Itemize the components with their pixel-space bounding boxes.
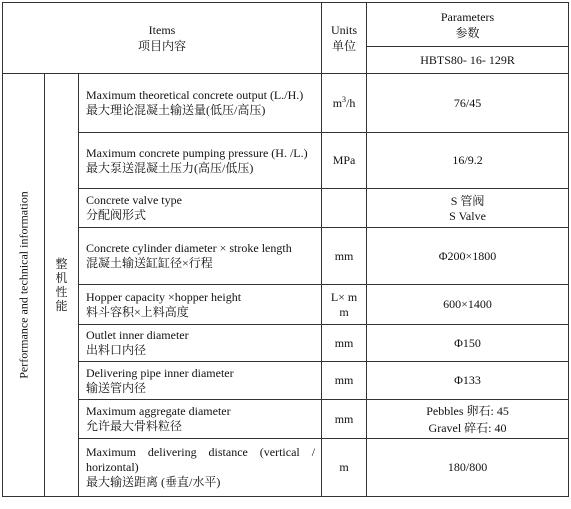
header-params-en: Parameters bbox=[440, 9, 495, 24]
item-cn: 分配阀形式 bbox=[86, 208, 147, 222]
header-params-cell bbox=[367, 3, 569, 47]
item-en: Concrete cylinder diameter × stroke length bbox=[86, 241, 292, 255]
unit-cell: $m^3/h$ bbox=[322, 74, 367, 133]
item-en: Outlet inner diameter bbox=[86, 328, 189, 342]
item-cn: 最大输送距离 (垂直/水平) bbox=[86, 475, 221, 489]
item-en: Maximum aggregate diameter bbox=[86, 404, 231, 418]
item-cell bbox=[79, 439, 322, 497]
item-cell bbox=[79, 362, 322, 400]
header-items-cn: 项目内容 bbox=[138, 39, 187, 53]
group-label-en-cell bbox=[3, 74, 45, 497]
unit-cell: mm bbox=[322, 228, 367, 285]
item-cn: 最大理论混凝土输送量(低压/高压) bbox=[86, 103, 266, 117]
table-row bbox=[3, 189, 569, 228]
table-row bbox=[3, 325, 569, 362]
value-cell: Φ133 bbox=[367, 362, 569, 400]
item-cell bbox=[79, 325, 322, 362]
value-cell: S 管阀 S Valve bbox=[367, 189, 569, 228]
unit-cell bbox=[322, 189, 367, 228]
item-cn: 混凝土输送缸缸径×行程 bbox=[86, 256, 213, 270]
table-row bbox=[3, 228, 569, 285]
spec-table bbox=[2, 2, 569, 497]
item-cell bbox=[79, 400, 322, 439]
item-cn: 输送管内径 bbox=[86, 380, 147, 395]
value-cell: Pebbles 卵石: 45 Gravel 碎石: 40 bbox=[367, 400, 569, 439]
table-row bbox=[3, 439, 569, 497]
item-cn: 允许最大骨料粒径 bbox=[86, 419, 183, 433]
item-en: Maximum theoretical concrete output (L./H.) bbox=[86, 88, 304, 102]
value-cell: 600×1400 bbox=[367, 285, 569, 325]
item-en: Maximum delivering distance (vertical / horizontal) bbox=[86, 445, 316, 474]
unit-cell: L× m m bbox=[322, 285, 367, 325]
table-row bbox=[3, 285, 569, 325]
item-cell bbox=[79, 228, 322, 285]
item-en: Maximum concrete pumping pressure (H. /L.) bbox=[86, 145, 308, 160]
unit-cell: m bbox=[322, 439, 367, 497]
value-cell: Φ200×1800 bbox=[367, 228, 569, 285]
item-cn: 最大泵送混凝土压力(高压/低压) bbox=[86, 160, 254, 175]
unit-cell: mm bbox=[322, 325, 367, 362]
value-cell: 180/800 bbox=[367, 439, 569, 497]
header-items-cell bbox=[3, 3, 322, 74]
header-params-cn: 参数 bbox=[455, 25, 480, 40]
item-cell bbox=[79, 133, 322, 189]
table-row bbox=[3, 400, 569, 439]
unit-cell: mm bbox=[322, 400, 367, 439]
table-row bbox=[3, 362, 569, 400]
item-en: Delivering pipe inner diameter bbox=[86, 365, 234, 380]
item-cell bbox=[79, 74, 322, 133]
value-cell: 76/45 bbox=[367, 74, 569, 133]
unit-cell: MPa bbox=[322, 133, 367, 189]
table-row bbox=[3, 133, 569, 189]
table-row bbox=[3, 74, 569, 133]
group-label-en: Performance and technical information bbox=[16, 191, 30, 379]
header-model: HBTS80- 16- 129R bbox=[367, 47, 569, 74]
item-en: Hopper capacity ×hopper height bbox=[86, 289, 242, 304]
group-label-cn-cell bbox=[45, 74, 79, 497]
item-cn: 料斗容积×上料高度 bbox=[86, 304, 189, 319]
item-cell bbox=[79, 189, 322, 228]
header-units-cell bbox=[322, 3, 367, 74]
item-en: Concrete valve type bbox=[86, 193, 182, 207]
header-units-en: Units bbox=[331, 23, 358, 37]
header-items-en: Items bbox=[148, 23, 176, 37]
value-cell: Φ150 bbox=[367, 325, 569, 362]
item-cn: 出料口内径 bbox=[86, 343, 147, 357]
value-cell: 16/9.2 bbox=[367, 133, 569, 189]
header-units-cn: 单位 bbox=[332, 39, 357, 53]
group-label-cn: 整 机 性 能 bbox=[55, 257, 68, 313]
item-cell bbox=[79, 285, 322, 325]
unit-cell: mm bbox=[322, 362, 367, 400]
